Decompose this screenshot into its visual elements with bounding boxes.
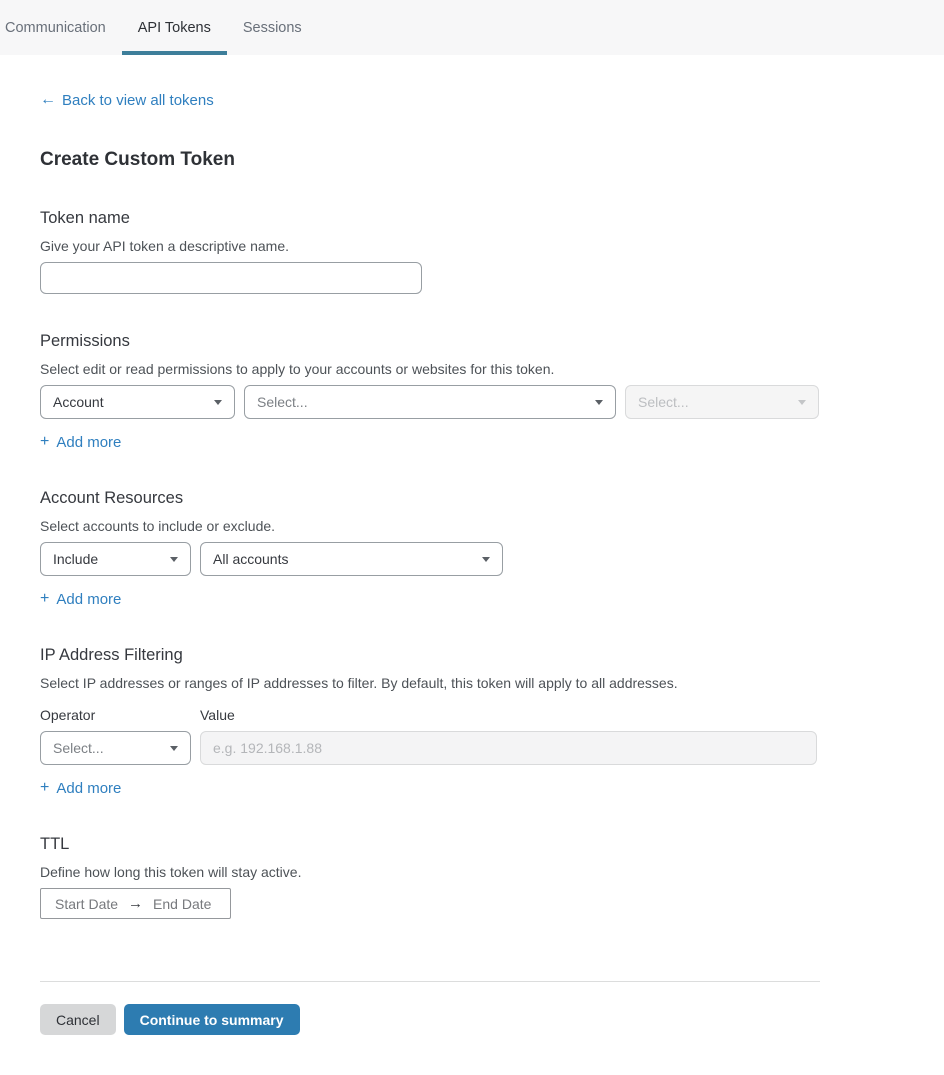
tab-label: API Tokens (137, 19, 211, 36)
section-ip-filtering (40, 646, 904, 797)
token-name-description: Give your API token a descriptive name. (40, 238, 290, 254)
chevron-down-icon (170, 746, 178, 751)
chevron-down-icon (214, 400, 222, 405)
ttl-heading: TTL (40, 835, 70, 853)
plus-icon: + (40, 779, 50, 796)
permissions-description: Select edit or read permissions to apply to your accounts or websites for this token. (40, 361, 555, 377)
ip-filtering-controls-row (40, 731, 904, 765)
plus-icon: + (40, 433, 50, 450)
main-content (0, 55, 944, 1075)
permissions-add-more-link[interactable] (40, 433, 121, 451)
chevron-down-icon (170, 557, 178, 562)
permission-scope-select[interactable] (40, 385, 235, 419)
account-selection-select[interactable] (200, 542, 503, 576)
permission-level-select (625, 385, 819, 419)
section-permissions (40, 332, 904, 451)
permission-scope-value: Account (53, 394, 104, 410)
end-date-placeholder: End Date (153, 895, 212, 912)
back-link-label: Back to view all tokens (62, 91, 214, 109)
footer-actions (40, 1004, 904, 1035)
account-include-mode-select[interactable] (40, 542, 191, 576)
ip-filtering-field-labels (40, 707, 904, 723)
tab-communication[interactable] (5, 0, 122, 55)
plus-icon: + (40, 590, 50, 607)
account-selection-value: All accounts (213, 551, 289, 567)
permissions-heading: Permissions (40, 332, 130, 350)
chevron-down-icon (482, 557, 490, 562)
section-ttl (40, 835, 904, 919)
add-more-label: Add more (56, 779, 122, 797)
section-token-name (40, 209, 904, 294)
add-more-label: Add more (56, 433, 122, 451)
ip-filtering-add-more-link[interactable] (40, 779, 121, 797)
token-name-input[interactable] (40, 262, 422, 294)
ip-filtering-heading: IP Address Filtering (40, 646, 183, 664)
ip-operator-select[interactable] (40, 731, 191, 765)
tab-label: Sessions (242, 19, 302, 36)
start-date-placeholder: Start Date (55, 895, 119, 912)
permission-level-placeholder: Select... (638, 394, 689, 410)
ttl-date-range-picker[interactable] (40, 888, 231, 919)
page-title: Create Custom Token (40, 149, 235, 170)
footer-divider (40, 981, 820, 982)
token-name-heading: Token name (40, 209, 130, 227)
ip-value-input[interactable] (200, 731, 817, 765)
chevron-down-icon (595, 400, 603, 405)
ip-operator-placeholder: Select... (53, 740, 104, 756)
ttl-description: Define how long this token will stay active. (40, 864, 302, 880)
operator-label: Operator (40, 707, 96, 723)
tab-label: Communication (5, 19, 106, 36)
back-arrow-icon: ← (40, 91, 56, 108)
ip-filtering-description: Select IP addresses or ranges of IP addresses to filter. By default, this token will apply to all addresses. (40, 675, 678, 691)
account-resources-add-more-link[interactable] (40, 590, 121, 608)
right-arrow-icon: → (128, 895, 144, 912)
add-more-label: Add more (56, 590, 122, 608)
permission-group-select[interactable] (244, 385, 616, 419)
value-label: Value (200, 707, 235, 723)
account-include-mode-value: Include (53, 551, 99, 567)
section-account-resources (40, 489, 904, 608)
cancel-button[interactable]: Cancel (40, 1004, 116, 1035)
chevron-down-icon (798, 400, 806, 405)
tab-bar (0, 0, 944, 55)
tab-api-tokens[interactable] (122, 0, 227, 55)
tab-sessions[interactable] (227, 0, 318, 55)
account-resources-heading: Account Resources (40, 489, 184, 507)
continue-to-summary-button[interactable]: Continue to summary (124, 1004, 300, 1035)
permissions-controls-row (40, 385, 904, 419)
back-to-tokens-link[interactable] (40, 91, 214, 109)
account-resources-description: Select accounts to include or exclude. (40, 518, 276, 534)
account-resources-controls-row (40, 542, 904, 576)
permission-group-placeholder: Select... (257, 394, 308, 410)
